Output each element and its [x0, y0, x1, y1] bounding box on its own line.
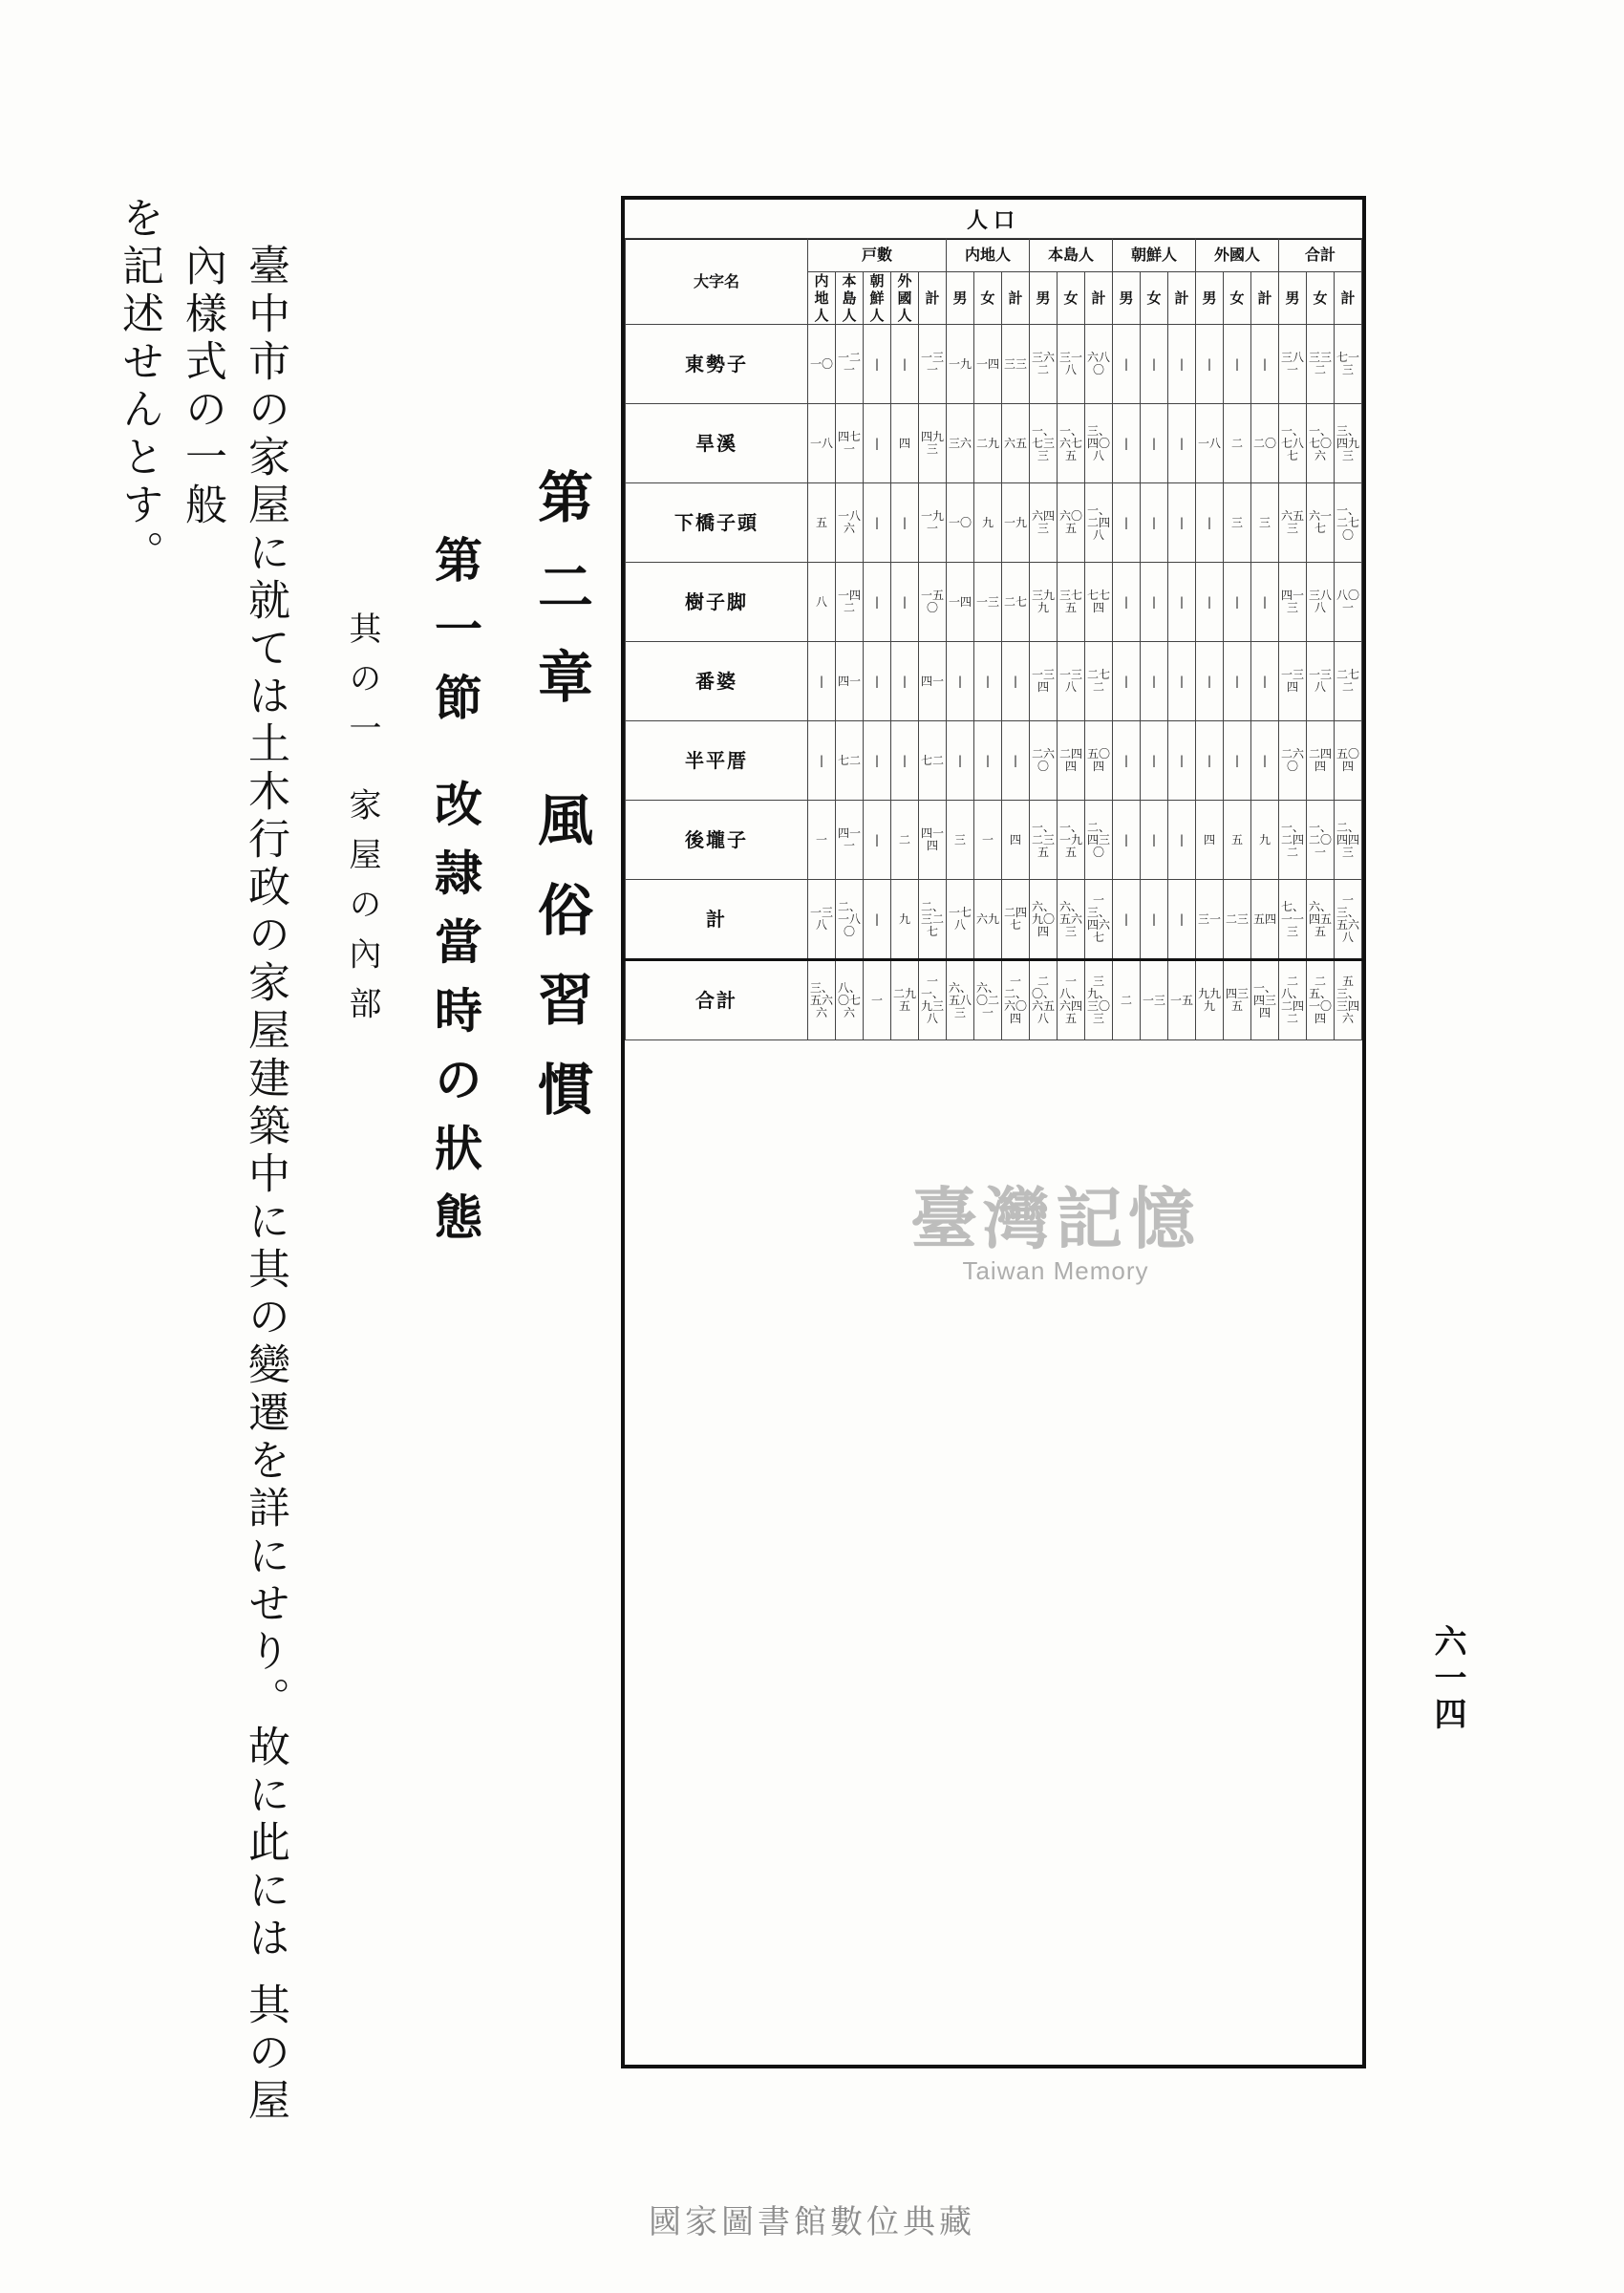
- table-cell: 一三四: [1279, 642, 1307, 721]
- table-cell: 一、二七〇: [1335, 483, 1362, 563]
- table-cell: 一一、九三八: [919, 960, 947, 1040]
- table-cell: 九: [891, 880, 919, 960]
- table-cell: 一三、四六七: [1085, 880, 1113, 960]
- table-cell: |: [947, 721, 974, 801]
- table-cell: |: [864, 642, 891, 721]
- table-row: [626, 483, 1362, 563]
- table-cell: 三: [1224, 483, 1251, 563]
- stats-table: [625, 238, 1362, 1040]
- table-cell: 一: [808, 801, 836, 880]
- table-cell: 四九三: [919, 404, 947, 483]
- table-cell: |: [808, 721, 836, 801]
- table-cell: |: [1141, 483, 1168, 563]
- table-cell: |: [1251, 642, 1279, 721]
- table-cell: 一、二三五: [1030, 801, 1058, 880]
- table-cell: 九: [1251, 801, 1279, 880]
- table-cell: 二四七: [1002, 880, 1030, 960]
- table-cell: 七二: [836, 721, 864, 801]
- table-title: [625, 200, 1362, 240]
- table-cell: |: [1113, 801, 1141, 880]
- table-cell: |: [1141, 642, 1168, 721]
- table-cell: 一九一: [919, 483, 947, 563]
- table-row: [626, 721, 1362, 801]
- table-cell: 一九: [1002, 483, 1030, 563]
- row-label: 合計: [626, 960, 808, 1040]
- table-cell: 六五: [1002, 404, 1030, 483]
- table-cell: |: [1113, 721, 1141, 801]
- table-cell: 三八八: [1307, 563, 1335, 642]
- table-cell: |: [1196, 642, 1224, 721]
- table-cell: |: [974, 642, 1002, 721]
- column-header: 本島人: [836, 272, 864, 325]
- table-cell: 一〇: [947, 483, 974, 563]
- table-cell: 三: [1251, 483, 1279, 563]
- row-label: 下橋子頭: [626, 483, 808, 563]
- table-cell: 三一: [1196, 880, 1224, 960]
- table-cell: 三、四九三: [1335, 404, 1362, 483]
- table-cell: 二、三二七: [919, 880, 947, 960]
- table-cell: 二九: [974, 404, 1002, 483]
- table-cell: 一、一九五: [1058, 801, 1085, 880]
- row-label: 樹子脚: [626, 563, 808, 642]
- table-cell: 六、〇二一: [974, 960, 1002, 1040]
- table-cell: 二、四四三: [1335, 801, 1362, 880]
- table-cell: 一七八: [947, 880, 974, 960]
- table-cell: 二、四三〇: [1085, 801, 1113, 880]
- table-cell: 三八一: [1279, 325, 1307, 404]
- table-cell: 四一: [919, 642, 947, 721]
- body-line: を記述せんとす。: [115, 196, 163, 578]
- table-row: [626, 563, 1362, 642]
- table-cell: 二五、一〇四: [1307, 960, 1335, 1040]
- table-cell: |: [1224, 563, 1251, 642]
- column-header: 女: [1141, 272, 1168, 325]
- table-cell: 三三: [1002, 325, 1030, 404]
- table-cell: 五四: [1251, 880, 1279, 960]
- table-cell: 六五三: [1279, 483, 1307, 563]
- table-cell: |: [1002, 642, 1030, 721]
- table-cell: 四三五: [1224, 960, 1251, 1040]
- table-row: [626, 801, 1362, 880]
- table-cell: |: [1141, 404, 1168, 483]
- table-cell: 九九九: [1196, 960, 1224, 1040]
- table-cell: |: [891, 642, 919, 721]
- table-cell: |: [1113, 880, 1141, 960]
- footer-credit: 國家圖書館數位典藏: [649, 2203, 975, 2241]
- table-group-header-row: [626, 239, 1362, 272]
- table-cell: 八: [808, 563, 836, 642]
- table-cell: |: [1168, 563, 1196, 642]
- table-cell: 三、四〇八: [1085, 404, 1113, 483]
- table-cell: 二七二: [1085, 642, 1113, 721]
- population-table: [621, 196, 1366, 2068]
- table-cell: 一三: [974, 563, 1002, 642]
- table-cell: |: [891, 721, 919, 801]
- table-cell: 二六〇: [1279, 721, 1307, 801]
- section-title: 第一節 改隷當時の狀態: [427, 535, 483, 1261]
- table-cell: 一、二〇一: [1307, 801, 1335, 880]
- table-cell: 六〇五: [1058, 483, 1085, 563]
- watermark-subtext: Taiwan Memory: [962, 1256, 1149, 1285]
- table-cell: |: [864, 404, 891, 483]
- column-header: 計: [1168, 272, 1196, 325]
- table-row: [626, 960, 1362, 1040]
- row-label: 番婆: [626, 642, 808, 721]
- table-cell: |: [864, 483, 891, 563]
- table-cell: 一三八: [808, 880, 836, 960]
- table-cell: 一二、六〇四: [1002, 960, 1030, 1040]
- row-label: 旱溪: [626, 404, 808, 483]
- table-cell: 三九、三〇三: [1085, 960, 1113, 1040]
- table-cell: 四: [891, 404, 919, 483]
- table-cell: |: [1141, 325, 1168, 404]
- table-cell: 三六二: [1030, 325, 1058, 404]
- table-cell: |: [1251, 325, 1279, 404]
- column-header: 計: [1251, 272, 1279, 325]
- table-cell: 一三、五六八: [1335, 880, 1362, 960]
- subsection-title: 其の一 家屋の內部: [343, 611, 381, 1037]
- table-cell: 一四: [947, 563, 974, 642]
- table-row: [626, 325, 1362, 404]
- table-cell: 一: [974, 801, 1002, 880]
- table-cell: 一三四: [1030, 642, 1058, 721]
- table-cell: 四一一: [836, 801, 864, 880]
- table-cell: 五〇四: [1085, 721, 1113, 801]
- table-cell: 三三二: [1307, 325, 1335, 404]
- table-cell: 三六: [947, 404, 974, 483]
- table-cell: |: [1196, 721, 1224, 801]
- table-cell: 四一: [836, 642, 864, 721]
- table-cell: 三、五六六: [808, 960, 836, 1040]
- table-cell: |: [1141, 801, 1168, 880]
- column-header: 女: [974, 272, 1002, 325]
- table-cell: 三一八: [1058, 325, 1085, 404]
- table-cell: |: [1224, 642, 1251, 721]
- table-cell: |: [1168, 880, 1196, 960]
- table-cell: |: [864, 880, 891, 960]
- table-cell: 二三: [1224, 880, 1251, 960]
- body-paragraph: [115, 196, 296, 2145]
- table-cell: 二九五: [891, 960, 919, 1040]
- table-cell: 六八〇: [1085, 325, 1113, 404]
- table-cell: 三七五: [1058, 563, 1085, 642]
- table-cell: |: [808, 642, 836, 721]
- table-cell: |: [1168, 483, 1196, 563]
- row-label: 計: [626, 880, 808, 960]
- table-cell: 一: [864, 960, 891, 1040]
- group-header-chosen: 朝鮮人: [1113, 239, 1196, 272]
- table-cell: 七、一一三: [1279, 880, 1307, 960]
- table-cell: |: [1113, 642, 1141, 721]
- table-cell: 二六〇: [1030, 721, 1058, 801]
- table-cell: |: [1196, 483, 1224, 563]
- table-cell: 七二: [919, 721, 947, 801]
- table-cell: 一、四三四: [1251, 960, 1279, 1040]
- group-header-total: 合計: [1279, 239, 1362, 272]
- table-cell: 五: [808, 483, 836, 563]
- table-cell: 七七四: [1085, 563, 1113, 642]
- table-cell: |: [864, 563, 891, 642]
- table-cell: 一八: [808, 404, 836, 483]
- table-cell: |: [1224, 721, 1251, 801]
- table-cell: 二〇: [1251, 404, 1279, 483]
- table-cell: 二七: [1002, 563, 1030, 642]
- table-cell: 六四三: [1030, 483, 1058, 563]
- table-cell: |: [864, 801, 891, 880]
- table-cell: 六、五八三: [947, 960, 974, 1040]
- table-cell: 六一七: [1307, 483, 1335, 563]
- table-cell: 六九: [974, 880, 1002, 960]
- table-cell: 四: [1196, 801, 1224, 880]
- table-cell: 一、七〇六: [1307, 404, 1335, 483]
- body-line: 臺中市の家屋に就ては土木行政の家屋建築中に其の變遷を詳にせり。故に此には 其の屋內樣式の一般: [178, 244, 289, 2126]
- table-cell: |: [1224, 325, 1251, 404]
- table-cell: 四一四: [919, 801, 947, 880]
- table-cell: |: [891, 325, 919, 404]
- page-number: 六一四: [1428, 1624, 1466, 1733]
- table-cell: 一、六七五: [1058, 404, 1085, 483]
- table-cell: |: [864, 325, 891, 404]
- column-header: 計: [1335, 272, 1362, 325]
- table-cell: 四: [1002, 801, 1030, 880]
- table-cell: 一二一: [836, 325, 864, 404]
- column-header: 男: [947, 272, 974, 325]
- table-cell: 二四四: [1307, 721, 1335, 801]
- table-cell: 八〇一: [1335, 563, 1362, 642]
- table-cell: 五三、三四六: [1335, 960, 1362, 1040]
- table-cell: 一八六: [836, 483, 864, 563]
- group-header-gaikoku: 外國人: [1196, 239, 1279, 272]
- table-cell: |: [864, 721, 891, 801]
- table-cell: 三九九: [1030, 563, 1058, 642]
- row-label-header: 大字名: [626, 239, 808, 325]
- column-header: 男: [1030, 272, 1058, 325]
- table-cell: |: [1141, 721, 1168, 801]
- table-cell: 一三一: [919, 325, 947, 404]
- column-header: 男: [1279, 272, 1307, 325]
- table-cell: 二: [1113, 960, 1141, 1040]
- table-cell: 二八、二四二: [1279, 960, 1307, 1040]
- table-cell: 一四: [974, 325, 1002, 404]
- table-cell: |: [974, 721, 1002, 801]
- row-label: 東勢子: [626, 325, 808, 404]
- table-cell: 一八、六四五: [1058, 960, 1085, 1040]
- table-cell: 二四四: [1058, 721, 1085, 801]
- table-cell: 五: [1224, 801, 1251, 880]
- table-cell: |: [1113, 563, 1141, 642]
- table-cell: |: [1168, 404, 1196, 483]
- table-cell: |: [1196, 563, 1224, 642]
- table-cell: 一五: [1168, 960, 1196, 1040]
- chapter-title: 第二章 風俗習慣: [528, 468, 593, 1151]
- column-header: 女: [1307, 272, 1335, 325]
- group-header-hontou: 本島人: [1030, 239, 1113, 272]
- table-cell: |: [1113, 404, 1141, 483]
- group-header-households: 戸數: [808, 239, 947, 272]
- row-label: 半平厝: [626, 721, 808, 801]
- row-label: 後壠子: [626, 801, 808, 880]
- table-cell: 一四二: [836, 563, 864, 642]
- column-header: 外國人: [891, 272, 919, 325]
- table-cell: |: [1002, 721, 1030, 801]
- column-header: 女: [1224, 272, 1251, 325]
- group-header-naichi: 内地人: [947, 239, 1030, 272]
- table-cell: |: [1251, 721, 1279, 801]
- table-cell: 四一三: [1279, 563, 1307, 642]
- column-header: 計: [1002, 272, 1030, 325]
- column-header: 朝鮮人: [864, 272, 891, 325]
- table-cell: |: [1168, 801, 1196, 880]
- table-cell: 四七一: [836, 404, 864, 483]
- column-header: 男: [1113, 272, 1141, 325]
- table-cell: 一三八: [1058, 642, 1085, 721]
- table-row: [626, 880, 1362, 960]
- table-row: [626, 404, 1362, 483]
- table-cell: 三: [947, 801, 974, 880]
- table-cell: 六、五六三: [1058, 880, 1085, 960]
- table-cell: 一、二四八: [1085, 483, 1113, 563]
- table-cell: 九: [974, 483, 1002, 563]
- table-cell: 一、二四二: [1279, 801, 1307, 880]
- column-header: 計: [919, 272, 947, 325]
- table-cell: |: [1168, 721, 1196, 801]
- table-cell: 五〇四: [1335, 721, 1362, 801]
- table-cell: 二: [891, 801, 919, 880]
- column-header: 計: [1085, 272, 1113, 325]
- table-cell: |: [1168, 642, 1196, 721]
- table-cell: 二七二: [1335, 642, 1362, 721]
- table-cell: 二: [1224, 404, 1251, 483]
- table-cell: 一三: [1141, 960, 1168, 1040]
- table-cell: 一九: [947, 325, 974, 404]
- table-cell: |: [1113, 483, 1141, 563]
- table-cell: 六、九〇四: [1030, 880, 1058, 960]
- table-cell: |: [1251, 563, 1279, 642]
- table-cell: |: [891, 563, 919, 642]
- watermark-text: 臺灣記憶: [910, 1179, 1201, 1258]
- table-cell: 一、七八七: [1279, 404, 1307, 483]
- table-cell: 二、一八〇: [836, 880, 864, 960]
- table-cell: 一三八: [1307, 642, 1335, 721]
- table-cell: |: [1168, 325, 1196, 404]
- table-cell: |: [1141, 880, 1168, 960]
- table-cell: 二〇、六五八: [1030, 960, 1058, 1040]
- table-cell: 一、七三三: [1030, 404, 1058, 483]
- table-body: [626, 325, 1362, 1040]
- table-row: [626, 642, 1362, 721]
- table-cell: 一八: [1196, 404, 1224, 483]
- table-cell: 七一三: [1335, 325, 1362, 404]
- table-cell: 一五〇: [919, 563, 947, 642]
- table-cell: 六、四五五: [1307, 880, 1335, 960]
- table-cell: |: [1196, 325, 1224, 404]
- table-cell: |: [1113, 325, 1141, 404]
- table-title-text: 人口: [966, 207, 1020, 233]
- column-header: 女: [1058, 272, 1085, 325]
- table-cell: |: [947, 642, 974, 721]
- column-header: 男: [1196, 272, 1224, 325]
- column-header: 内地人: [808, 272, 836, 325]
- table-cell: 八、〇七六: [836, 960, 864, 1040]
- table-cell: |: [1141, 563, 1168, 642]
- table-cell: |: [891, 483, 919, 563]
- table-cell: 一〇: [808, 325, 836, 404]
